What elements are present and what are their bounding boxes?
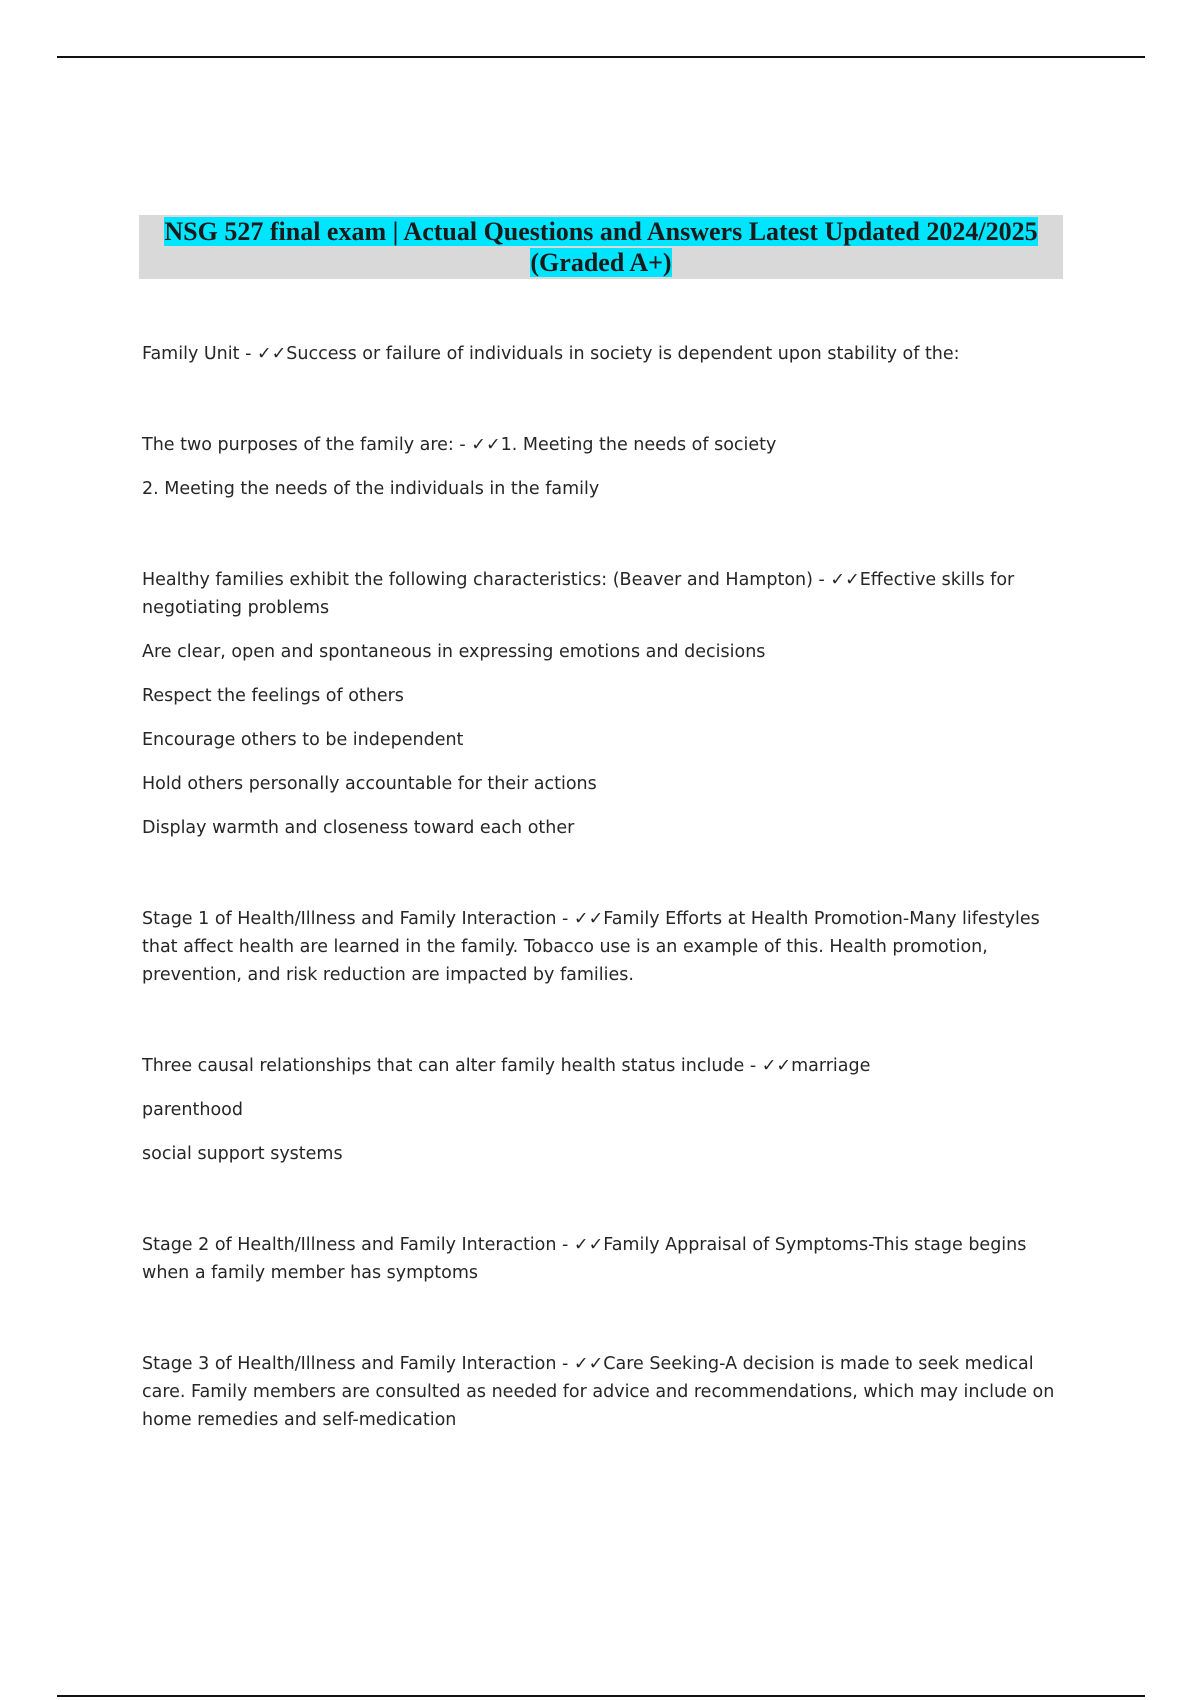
answer-line: parenthood: [142, 1100, 243, 1120]
separator: -: [239, 344, 257, 364]
qa-item: [142, 1052, 1062, 1168]
separator: -: [556, 909, 574, 929]
title-banner: [139, 215, 1063, 279]
separator: -: [556, 1354, 574, 1374]
qa-item: [142, 1350, 1062, 1434]
answer-line: Are clear, open and spontaneous in expressing emotions and decisions: [142, 642, 766, 662]
question-text: Stage 2 of Health/Illness and Family Interaction: [142, 1235, 557, 1255]
answer-line: social support systems: [142, 1144, 343, 1164]
answer-line: 2. Meeting the needs of the individuals in the family: [142, 479, 600, 499]
question-text: Stage 3 of Health/Illness and Family Interaction: [142, 1354, 557, 1374]
check-mark-icon: ✓✓: [256, 344, 287, 364]
header-rule: [57, 56, 1145, 58]
qa-item: [142, 905, 1062, 989]
question-text: Family Unit: [142, 344, 240, 364]
check-mark-icon: ✓✓: [830, 570, 860, 590]
answer-text: marriage: [791, 1056, 871, 1076]
answer-text: 1. Meeting the needs of society: [500, 435, 777, 455]
answer-line: Display warmth and closeness toward each other: [142, 818, 575, 838]
check-mark-icon: ✓✓: [761, 1056, 792, 1076]
separator: -: [812, 570, 831, 590]
separator: -: [453, 435, 472, 455]
document-title: NSG 527 final exam | Actual Questions and Answers Latest Updated 2024/2025 (Graded A+): [164, 217, 1038, 277]
qa-item: [142, 566, 1062, 842]
question-text: Healthy families exhibit the following characteristics: (Beaver and Hampton): [142, 570, 813, 590]
qa-list: [142, 340, 1062, 1497]
answer-text: Effective skills for negotiating problems: [142, 570, 1015, 618]
answer-text: Success or failure of individuals in society is dependent upon stability of the:: [286, 344, 960, 364]
question-text: Stage 1 of Health/Illness and Family Interaction: [142, 909, 557, 929]
footer-rule: [57, 1695, 1145, 1697]
separator: -: [556, 1235, 574, 1255]
check-mark-icon: ✓✓: [573, 1354, 604, 1374]
question-text: Three causal relationships that can alter family health status include: [142, 1056, 745, 1076]
question-text: The two purposes of the family are:: [142, 435, 454, 455]
check-mark-icon: ✓✓: [573, 1235, 604, 1255]
answer-line: Respect the feelings of others: [142, 686, 404, 706]
qa-item: [142, 431, 1062, 503]
qa-item: [142, 340, 1062, 368]
answer-text: Care Seeking-A decision is made to seek medical care. Family members are consulted as needed for advice and recommendations, which may include on home remedies and self-medication: [142, 1354, 1055, 1430]
check-mark-icon: ✓✓: [573, 909, 604, 929]
check-mark-icon: ✓✓: [471, 435, 501, 455]
qa-item: [142, 1231, 1062, 1287]
answer-text: Family Appraisal of Symptoms-This stage begins when a family member has symptoms: [142, 1235, 1027, 1283]
separator: -: [744, 1056, 762, 1076]
answer-line: Hold others personally accountable for their actions: [142, 774, 597, 794]
answer-line: Encourage others to be independent: [142, 730, 464, 750]
answer-text: Family Efforts at Health Promotion-Many lifestyles that affect health are learned in the family. Tobacco use is an example of this. Health promotion, prevention, and risk reduction are impacted by families.: [142, 909, 1040, 985]
